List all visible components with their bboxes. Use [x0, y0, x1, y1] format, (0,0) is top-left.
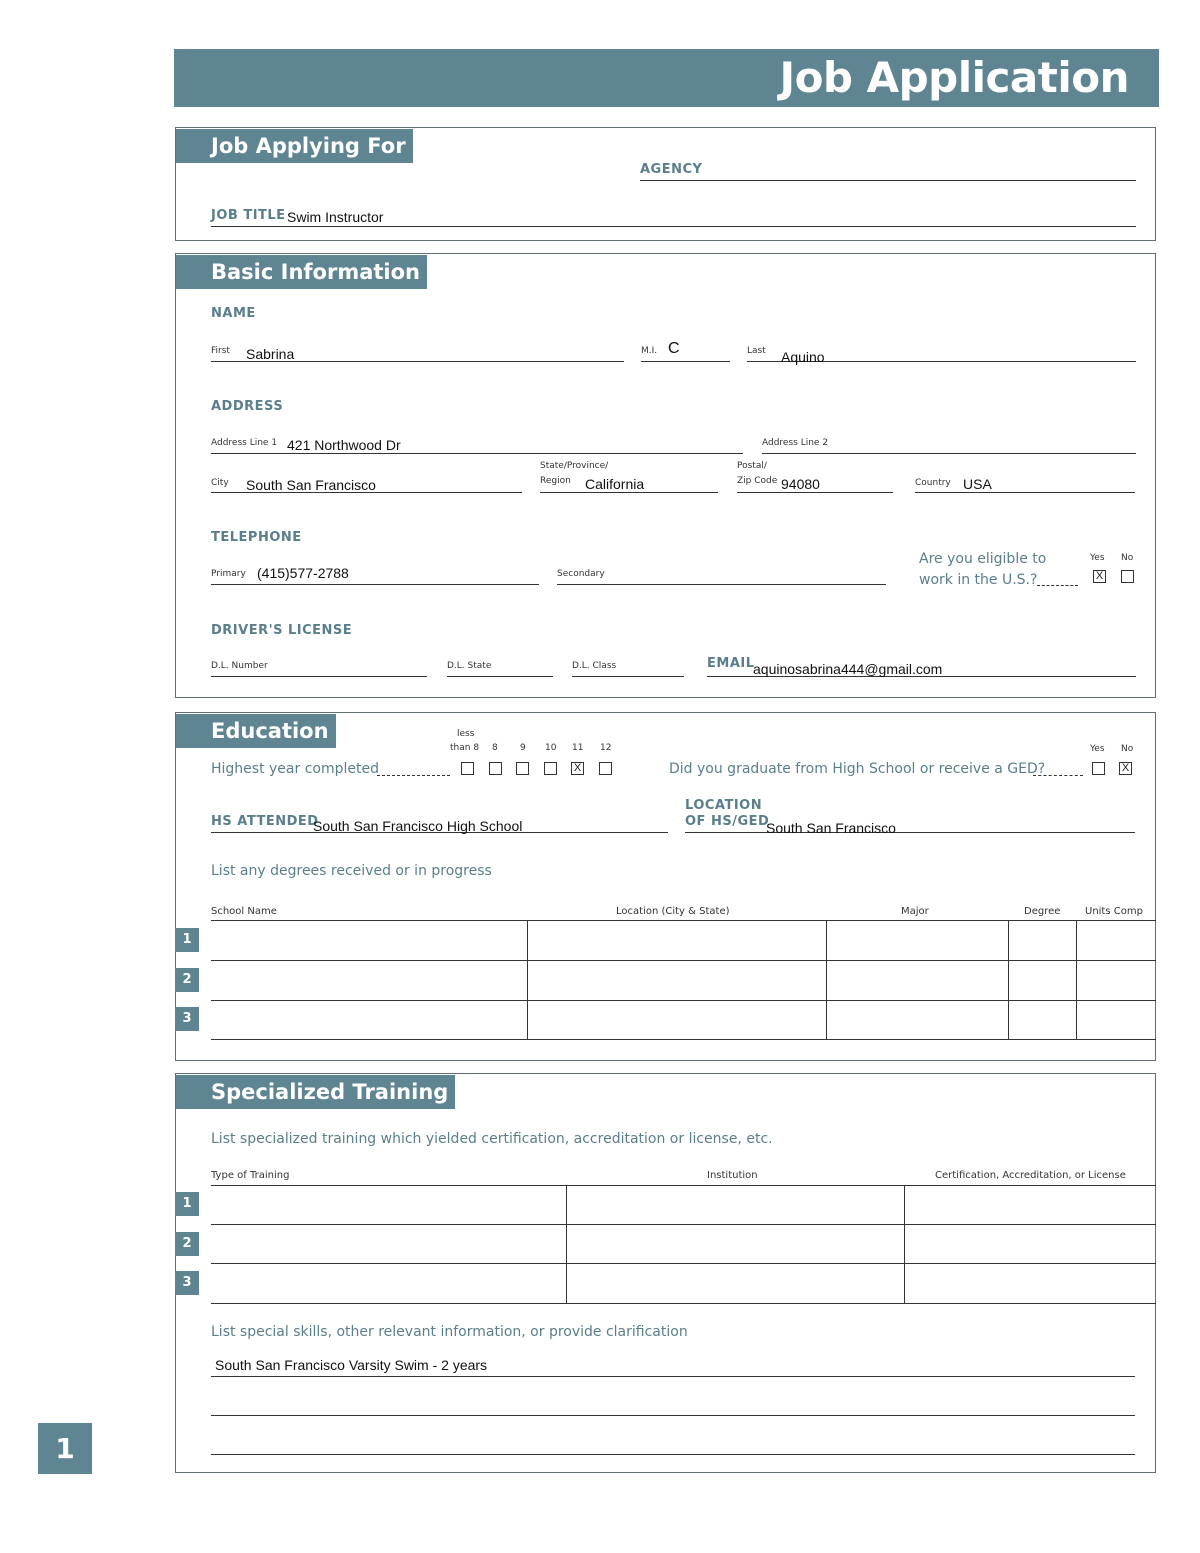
page-number: 1: [38, 1423, 92, 1474]
hs-location-label-2: OF HS/GED: [685, 814, 770, 829]
eligible-no-checkbox[interactable]: [1121, 570, 1134, 583]
telephone-heading: TELEPHONE: [211, 530, 302, 545]
ged-no-checkbox[interactable]: X: [1119, 762, 1132, 775]
col-degree: Degree: [1024, 906, 1061, 917]
country-field[interactable]: [915, 492, 1135, 493]
grade-label-10: 10: [545, 743, 557, 753]
address-line2-label: Address Line 2: [762, 438, 829, 448]
grade-checkbox-8[interactable]: [489, 762, 502, 775]
degree-row-number: 1: [175, 928, 199, 952]
hs-location-field[interactable]: [685, 832, 1135, 833]
name-heading: NAME: [211, 306, 256, 321]
state-label-2: Region: [540, 476, 571, 486]
dl-class-field[interactable]: [572, 676, 684, 677]
degrees-question: List any degrees received or in progress: [211, 863, 492, 879]
secondary-phone-field[interactable]: [557, 584, 886, 585]
highest-year-leader: [377, 775, 450, 776]
eligible-leader: [1037, 585, 1078, 586]
dl-number-field[interactable]: [211, 676, 427, 677]
grade-checkbox-less-than-8[interactable]: [461, 762, 474, 775]
highest-year-question: Highest year completed: [211, 761, 379, 777]
agency-field[interactable]: [640, 180, 1136, 181]
dl-state-field[interactable]: [447, 676, 553, 677]
city-label: City: [211, 478, 229, 488]
col-institution: Institution: [707, 1170, 758, 1181]
degree-row-number: 2: [175, 968, 199, 992]
eligible-yes-checkbox[interactable]: X: [1093, 570, 1106, 583]
first-name-label: First: [211, 346, 230, 356]
job-title-label: JOB TITLE: [211, 208, 286, 223]
table-rule: [211, 1303, 1156, 1304]
skills-line-2[interactable]: [211, 1415, 1135, 1416]
col-school-name: School Name: [211, 906, 277, 917]
zip-label-1: Postal/: [737, 461, 767, 471]
country-label: Country: [915, 478, 951, 488]
primary-phone-value: (415)577-2788: [257, 565, 349, 581]
col-type-of-training: Type of Training: [211, 1170, 290, 1181]
degree-row-number: 3: [175, 1007, 199, 1031]
secondary-phone-label: Secondary: [557, 569, 605, 579]
address-heading: ADDRESS: [211, 399, 284, 414]
last-name-value: Aquino: [781, 349, 825, 365]
zip-field[interactable]: [737, 492, 893, 493]
ged-leader: [1033, 775, 1083, 776]
grade-checkbox-9[interactable]: [516, 762, 529, 775]
address-line2-field[interactable]: [762, 453, 1136, 454]
grade-checkbox-10[interactable]: [544, 762, 557, 775]
basic-info-tab: Basic Information: [176, 255, 427, 289]
training-row-number: 2: [175, 1232, 199, 1256]
ged-no-label: No: [1121, 744, 1134, 754]
skills-line-3[interactable]: [211, 1454, 1135, 1455]
training-row-3[interactable]: [211, 1264, 1156, 1302]
ged-question: Did you graduate from High School or receive a GED?: [669, 761, 1046, 777]
country-value: USA: [963, 476, 992, 492]
state-value: California: [585, 476, 645, 492]
city-value: South San Francisco: [246, 477, 376, 493]
grade-less-label: less: [457, 729, 475, 739]
email-label: EMAIL: [707, 656, 755, 671]
eligible-no-label: No: [1121, 553, 1134, 563]
address-line1-field[interactable]: [211, 453, 743, 454]
skills-question: List special skills, other relevant information, or provide clarification: [211, 1324, 688, 1340]
ged-yes-checkbox[interactable]: [1092, 762, 1105, 775]
hs-location-label-1: LOCATION: [685, 798, 763, 813]
agency-label: AGENCY: [640, 162, 703, 177]
grade-label-9: 9: [520, 743, 526, 753]
skills-line-1[interactable]: [211, 1376, 1135, 1377]
mi-field[interactable]: [641, 361, 730, 362]
primary-phone-field[interactable]: [211, 584, 539, 585]
col-major: Major: [901, 906, 929, 917]
degree-row-2[interactable]: [211, 961, 1156, 1000]
page-title: Job Application: [779, 53, 1129, 102]
hs-attended-label: HS ATTENDED: [211, 814, 319, 829]
grade-label-11: 11: [572, 743, 584, 753]
grade-label-12: 12: [600, 743, 612, 753]
training-row-number: 1: [175, 1192, 199, 1216]
dl-state-label: D.L. State: [447, 661, 492, 671]
zip-value: 94080: [781, 476, 820, 492]
training-question: List specialized training which yielded certification, accreditation or license, etc.: [211, 1131, 773, 1147]
job-title-field[interactable]: [211, 226, 1136, 227]
dl-number-label: D.L. Number: [211, 661, 268, 671]
ged-yes-label: Yes: [1090, 744, 1105, 754]
mi-value: C: [668, 340, 680, 357]
training-tab: Specialized Training: [176, 1075, 455, 1109]
address-line1-label: Address Line 1: [211, 438, 278, 448]
last-name-label: Last: [747, 346, 766, 356]
eligible-question-line2: work in the U.S.?: [919, 572, 1038, 588]
hs-location-value: South San Francisco: [766, 820, 896, 836]
training-row-2[interactable]: [211, 1225, 1156, 1263]
drivers-license-heading: DRIVER'S LICENSE: [211, 623, 353, 638]
mi-label: M.I.: [641, 346, 658, 356]
dl-class-label: D.L. Class: [572, 661, 617, 671]
grade-checkbox-12[interactable]: [599, 762, 612, 775]
grade-checkbox-11[interactable]: X: [571, 762, 584, 775]
degree-row-1[interactable]: [211, 921, 1156, 960]
title-banner: [174, 49, 1159, 107]
col-location: Location (City & State): [616, 906, 730, 917]
training-row-number: 3: [175, 1271, 199, 1295]
eligible-yes-label: Yes: [1090, 553, 1105, 563]
grade-than8-label: than 8: [450, 743, 480, 753]
eligible-question-line1: Are you eligible to: [919, 551, 1047, 567]
email-value: aquinosabrina444@gmail.com: [753, 661, 943, 677]
col-certification: Certification, Accreditation, or License: [935, 1170, 1126, 1181]
grade-label-8: 8: [492, 743, 498, 753]
degree-row-3[interactable]: [211, 1001, 1156, 1040]
education-tab: Education: [176, 714, 336, 748]
job-title-value: Swim Instructor: [287, 209, 384, 225]
primary-phone-label: Primary: [211, 569, 246, 579]
state-label-1: State/Province/: [540, 461, 609, 471]
training-row-1[interactable]: [211, 1186, 1156, 1224]
zip-label-2: Zip Code: [737, 476, 778, 486]
skills-value: South San Francisco Varsity Swim - 2 years: [215, 1357, 488, 1373]
col-units-comp: Units Comp: [1085, 906, 1143, 917]
address-line1-value: 421 Northwood Dr: [287, 437, 401, 453]
first-name-value: Sabrina: [246, 346, 295, 362]
state-field[interactable]: [540, 492, 718, 493]
hs-attended-value: South San Francisco High School: [313, 818, 523, 834]
job-section-tab: Job Applying For: [176, 129, 413, 163]
